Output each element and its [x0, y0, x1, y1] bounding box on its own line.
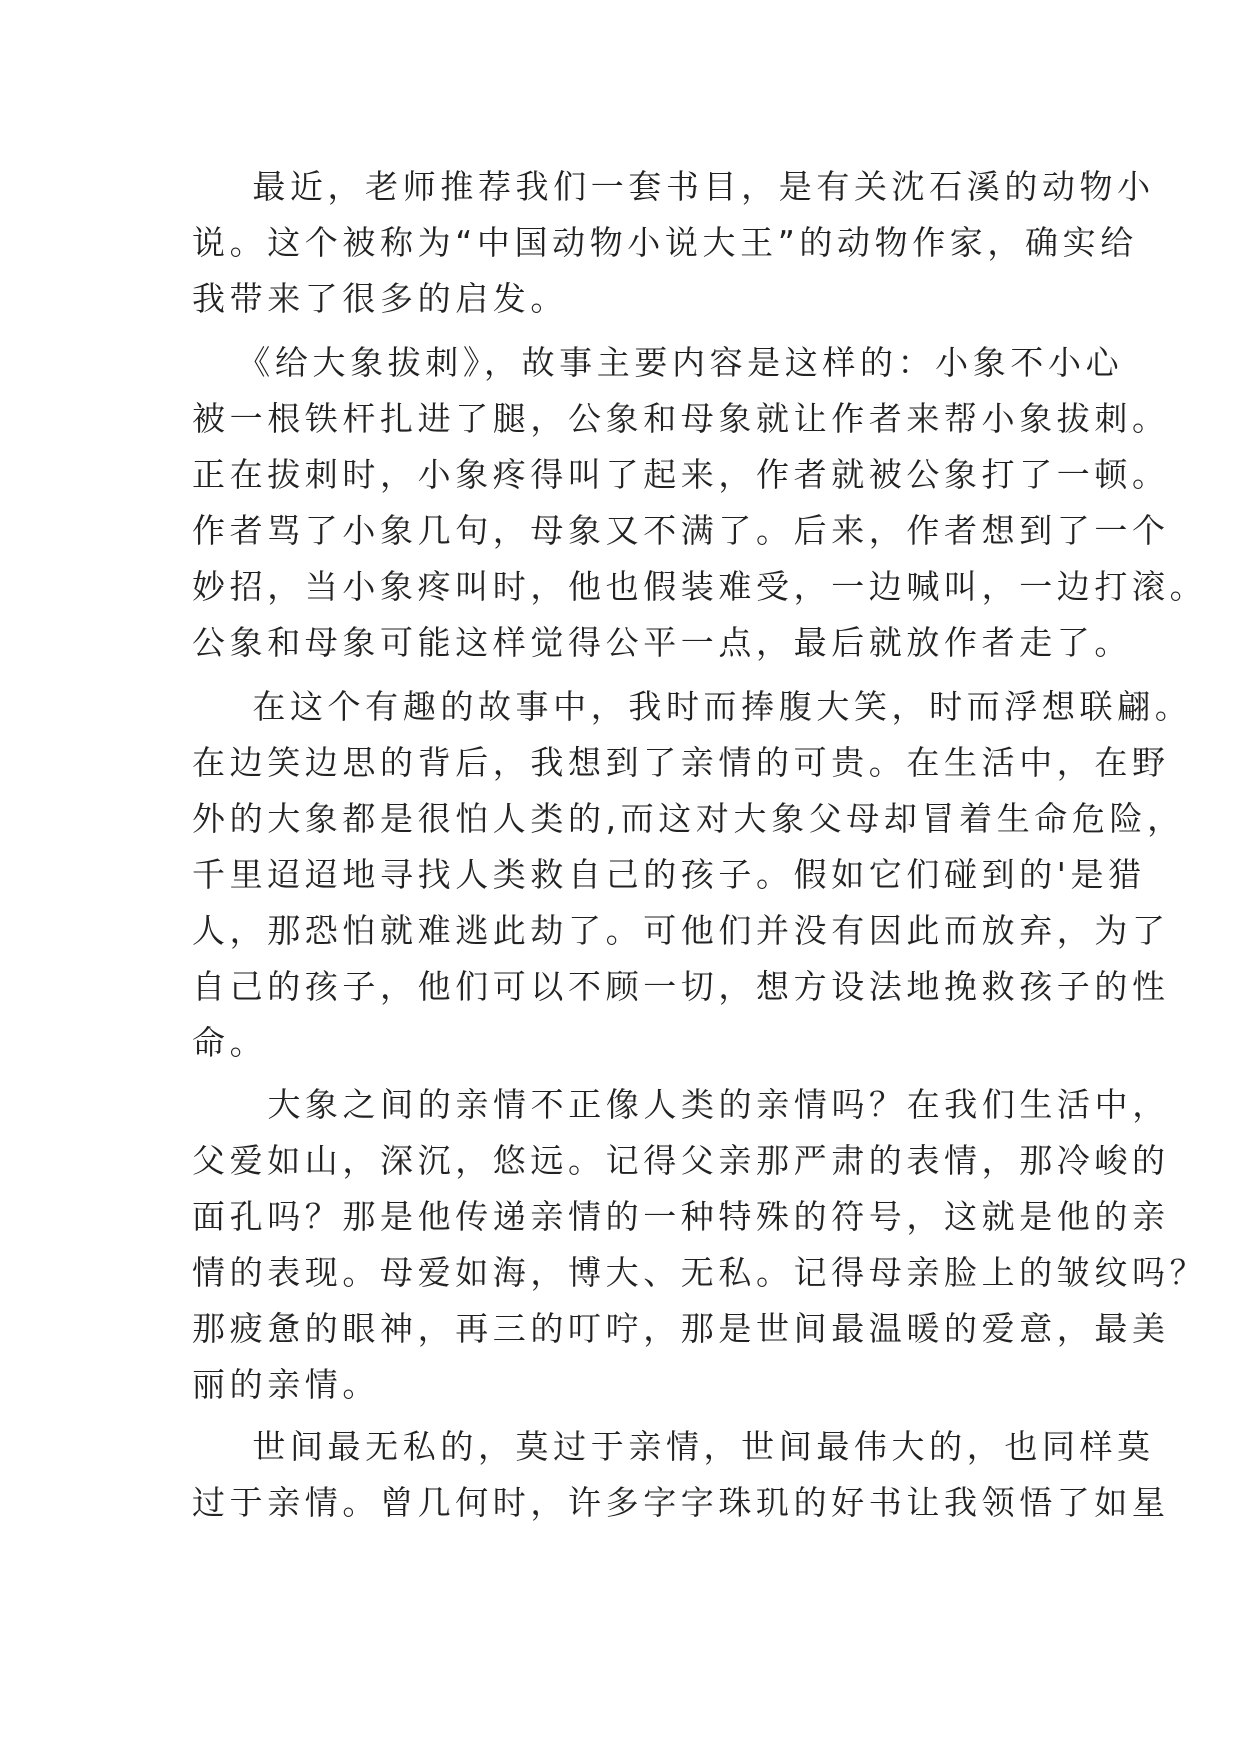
text-line: 正在拔刺时，小象疼得叫了起来，作者就被公象打了一顿。: [192, 455, 1170, 494]
text-line: 外的大象都是很怕人类的,而这对大象父母却冒着生命危险，: [192, 799, 1185, 838]
text-line: 被一根铁杆扎进了腿，公象和母象就让作者来帮小象拔刺。: [192, 399, 1170, 438]
text-line: 大象之间的亲情不正像人类的亲情吗？在我们生活中，: [192, 1085, 1170, 1124]
text-line: 自己的孩子，他们可以不顾一切，想方设法地挽救孩子的性: [192, 967, 1170, 1006]
text-line: 丽的亲情。: [192, 1365, 380, 1404]
text-line: 面孔吗？那是他传递亲情的一种特殊的符号，这就是他的亲: [192, 1197, 1170, 1236]
text-line: 人，那恐怕就难逃此劫了。可他们并没有因此而放弃，为了: [192, 911, 1170, 950]
text-line: 父爱如山，深沉，悠远。记得父亲那严肃的表情，那冷峻的: [192, 1141, 1170, 1180]
text-line: 过于亲情。曾几何时，许多字字珠玑的好书让我领悟了如星: [192, 1483, 1170, 1522]
text-line: 妙招，当小象疼叫时，他也假装难受，一边喊叫，一边打滚。: [192, 567, 1208, 606]
text-line: 说。这个被称为“中国动物小说大王”的动物作家，确实给: [192, 223, 1138, 262]
text-line: 公象和母象可能这样觉得公平一点，最后就放作者走了。: [192, 623, 1132, 662]
text-line: 我带来了很多的启发。: [192, 279, 568, 318]
text-line: 《给大象拔刺》，故事主要内容是这样的：小象不小心: [192, 343, 1124, 382]
text-line: 在边笑边思的背后，我想到了亲情的可贵。在生活中，在野: [192, 743, 1170, 782]
text-line: 情的表现。母爱如海，博大、无私。记得母亲脸上的皱纹吗？: [192, 1253, 1208, 1292]
text-line: 最近，老师推荐我们一套书目，是有关沈石溪的动物小: [192, 167, 1155, 206]
text-line: 命。: [192, 1023, 268, 1062]
text-line: 世间最无私的，莫过于亲情，世间最伟大的，也同样莫: [192, 1427, 1155, 1466]
text-line: 在这个有趣的故事中，我时而捧腹大笑，时而浮想联翩。: [192, 687, 1193, 726]
text-line: 千里迢迢地寻找人类救自己的孩子。假如它们碰到的'是猎: [192, 855, 1146, 894]
text-line: 作者骂了小象几句，母象又不满了。后来，作者想到了一个: [192, 511, 1170, 550]
text-line: 那疲惫的眼神，再三的叮咛，那是世间最温暖的爱意，最美: [192, 1309, 1170, 1348]
